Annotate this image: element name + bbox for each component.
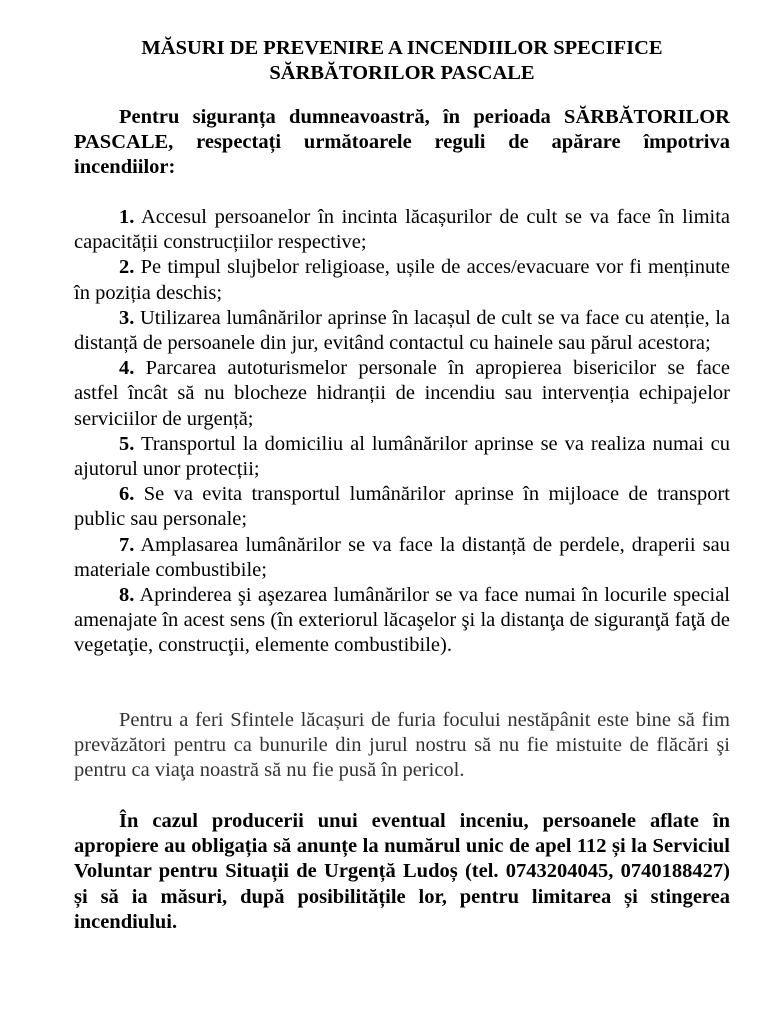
rule-item xyxy=(74,356,730,432)
rule-number: 7. xyxy=(119,533,135,556)
document-title xyxy=(74,36,730,86)
rule-number: 5. xyxy=(119,432,135,455)
rule-text: Aprinderea şi aşezarea lumânărilor se va face numai în locurile special amenajate în acest sens (în exteriorul lăcaşelor şi la distanţa de siguranţă faţă de vegetaţie, construcţii, elemente combustibile). xyxy=(74,584,730,657)
warning-paragraph: În cazul producerii unui eventual inceniu, persoanele aflate în apropiere au obligația să anunțe la numărul unic de apel 112 și la Serviciul Voluntar pentru Situații de Urgență Ludoș (tel. 0743204045, 0740188427) și să ia măsuri, după posibilitățile lor, pentru limitarea și stingerea incendiului. xyxy=(74,810,730,933)
rule-text: Utilizarea lumânărilor aprinse în lacașul de cult se va face cu atenție, la distanță de persoanele din jur, evitând contactul cu hainele sau părul acestora; xyxy=(74,306,730,355)
rule-item xyxy=(74,432,730,482)
rule-text: Transportul la domiciliu al lumânărilor aprinse se va realiza numai cu ajutorul unor protecții; xyxy=(74,432,730,481)
rule-number: 2. xyxy=(119,256,135,279)
closing-paragraph: Pentru a feri Sfintele lăcașuri de furia focului nestăpânit este bine să fim prevăzători pentru ca bunurile din jurul nostru să nu fie mistuite de flăcări şi pentru ca viaţa noastră să nu fie pusă în pericol. xyxy=(74,709,730,782)
warning-section xyxy=(74,809,730,935)
title-line-2: SĂRBĂTORILOR PASCALE xyxy=(269,62,535,84)
rule-item xyxy=(74,482,730,532)
closing-section xyxy=(74,708,730,784)
rule-number: 1. xyxy=(119,206,135,228)
title-line-1: MĂSURI DE PREVENIRE A INCENDIILOR SPECIFICE xyxy=(141,37,663,59)
rule-item xyxy=(74,583,730,659)
rule-item xyxy=(74,533,730,583)
rule-text: Pe timpul slujbelor religioase, ușile de acces/evacuare vor fi menținute în poziția deschis; xyxy=(74,256,730,304)
intro-paragraph: Pentru siguranța dumneavoastră, în perioada SĂRBĂTORILOR PASCALE, respectați următoarele reguli de apărare împotriva incendiilor: xyxy=(74,106,730,179)
rule-number: 6. xyxy=(119,483,135,506)
rule-text: Accesul persoanelor în incinta lăcașurilor de cult se va face în limita capacității construcțiilor respective; xyxy=(74,206,730,254)
rule-text: Se va evita transportul lumânărilor aprinse în mijloace de transport public sau personale; xyxy=(74,483,730,531)
rule-item xyxy=(74,255,730,305)
rule-number: 8. xyxy=(119,584,135,607)
rule-item xyxy=(74,205,730,255)
rule-number: 4. xyxy=(119,357,135,380)
rule-text: Parcarea autoturismelor personale în apropierea bisericilor se face astfel încât să nu blocheze hidranții de incendiu sau intervenția echipajelor serviciilor de urgență; xyxy=(74,357,730,430)
intro-section xyxy=(74,105,730,181)
rules-list xyxy=(74,205,730,659)
rule-item xyxy=(74,306,730,356)
rule-number: 3. xyxy=(119,306,135,329)
rule-text: Amplasarea lumânărilor se va face la distanță de perdele, draperii sau materiale combustibile; xyxy=(74,533,730,581)
